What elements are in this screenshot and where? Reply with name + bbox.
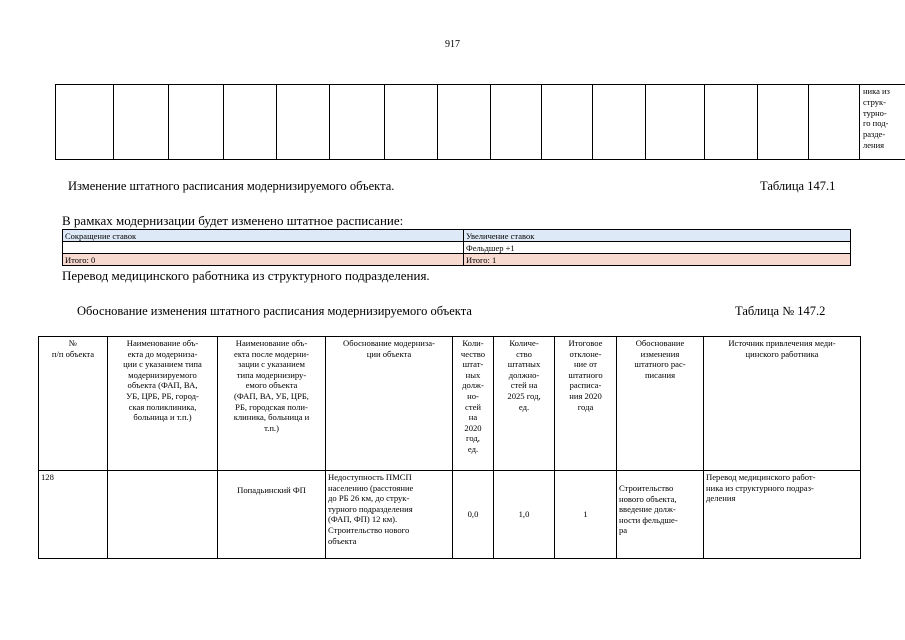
header-staff-2025 bbox=[494, 337, 555, 471]
page-number: 917 bbox=[445, 39, 460, 50]
header-deviation bbox=[555, 337, 617, 471]
cell-line: ции объекта bbox=[366, 348, 412, 359]
cell-line: Строительство bbox=[619, 483, 674, 493]
empty-cell bbox=[169, 85, 224, 160]
cell-line: ед. bbox=[467, 443, 479, 454]
cell-line: ра bbox=[619, 525, 628, 536]
cell-line: ство bbox=[516, 348, 532, 359]
cell-line: года bbox=[577, 401, 594, 412]
cell-line: штатного bbox=[568, 369, 603, 380]
cell-line: расписа- bbox=[569, 380, 602, 391]
row-after: Попадьинский ФП bbox=[218, 471, 326, 559]
empty-cell bbox=[542, 85, 593, 160]
cell-line: № bbox=[68, 338, 78, 348]
cell-line: чество bbox=[460, 348, 486, 359]
cell-line: объекта bbox=[328, 535, 357, 546]
header-staff-2020 bbox=[453, 337, 494, 471]
cell-line: цинского работника bbox=[745, 348, 819, 359]
cell-line: введение долж- bbox=[619, 504, 676, 515]
reduction-item bbox=[63, 242, 464, 254]
cell-line: отклоне- bbox=[569, 348, 602, 359]
reduction-header: Сокращение ставок bbox=[63, 230, 464, 242]
header-justification bbox=[326, 337, 453, 471]
empty-cell bbox=[438, 85, 491, 160]
cell-line: разде- bbox=[863, 129, 886, 140]
row-staff-2020: 0,0 bbox=[453, 471, 494, 559]
cell-line: стей на bbox=[510, 380, 538, 391]
header-before bbox=[108, 337, 218, 471]
justification-table bbox=[38, 336, 861, 559]
cell-line: УБ, ЦРБ, РБ, город- bbox=[126, 390, 199, 401]
cell-line: РБ, городская поли- bbox=[235, 401, 308, 412]
cell-line: штатного рас- bbox=[634, 359, 686, 370]
cell-line: ции с указанием типа bbox=[123, 359, 202, 370]
table-number-1: Таблица 147.1 bbox=[760, 179, 836, 193]
row-justification bbox=[326, 471, 453, 559]
cell-line: населению (расстояние bbox=[328, 482, 414, 493]
header-source bbox=[704, 337, 861, 471]
empty-cell bbox=[224, 85, 277, 160]
cell-line: клиника, больница и bbox=[233, 412, 310, 423]
cell-line: на bbox=[468, 412, 478, 423]
empty-cell bbox=[758, 85, 809, 160]
empty-cell bbox=[277, 85, 330, 160]
cell-line: ления bbox=[863, 139, 885, 150]
cell-line: турно- bbox=[863, 107, 887, 118]
table-caption-2: Обоснование изменения штатного расписания модернизируемого объекта bbox=[77, 304, 472, 318]
cell-line: нового объекта, bbox=[619, 493, 677, 504]
cell-line: Наименование объ- bbox=[126, 338, 199, 348]
staff-change-table bbox=[62, 229, 851, 266]
table-caption-1: Изменение штатного расписания модернизируемого объекта. bbox=[68, 179, 395, 193]
cell-line: год, bbox=[466, 433, 480, 444]
cell-line: штат- bbox=[462, 359, 484, 370]
empty-cell bbox=[593, 85, 646, 160]
cell-line: писания bbox=[644, 369, 676, 380]
cell-line: ности фельдше- bbox=[619, 514, 678, 525]
cell-line: Обоснование модерниза- bbox=[343, 338, 435, 348]
empty-cell bbox=[385, 85, 438, 160]
header-after bbox=[218, 337, 326, 471]
row-staff-2025: 1,0 bbox=[494, 471, 555, 559]
empty-cell bbox=[330, 85, 385, 160]
cell-line: Источник привлечения меди- bbox=[728, 338, 836, 348]
row-source bbox=[704, 471, 861, 559]
cell-line: (ФАП, ВА, УБ, ЦРБ, bbox=[234, 390, 309, 401]
increase-header: Увеличение ставок bbox=[464, 230, 851, 242]
increase-item: Фельдшер +1 bbox=[464, 242, 851, 254]
cell-line: но- bbox=[467, 390, 479, 401]
cell-line: до РБ 26 км, до струк- bbox=[328, 493, 410, 504]
cell-line: деления bbox=[706, 493, 736, 504]
transfer-note: Перевод медицинского работника из структурного подразделения. bbox=[62, 268, 430, 283]
cell-line: екта до модерниза- bbox=[127, 348, 198, 359]
continuation-table bbox=[55, 84, 905, 160]
cell-line: Строительство нового bbox=[328, 524, 410, 535]
cell-line: зации с указанием bbox=[238, 359, 305, 370]
empty-cell bbox=[646, 85, 705, 160]
cell-line: больница и т.п.) bbox=[133, 412, 192, 423]
cell-line: струк- bbox=[863, 96, 886, 107]
cell-line: объекта (ФАП, ВА, bbox=[127, 380, 198, 391]
cell-line: Количе- bbox=[509, 338, 539, 348]
cell-line: емого объекта bbox=[245, 380, 298, 391]
cell-line: т.п.) bbox=[264, 422, 279, 433]
cell-line: ние от bbox=[573, 359, 598, 370]
modernization-intro: В рамках модернизации будет изменено штатное расписание: bbox=[62, 213, 404, 228]
empty-cell bbox=[114, 85, 169, 160]
reduction-total: Итого: 0 bbox=[63, 254, 464, 266]
cell-line: изменения bbox=[640, 348, 680, 359]
row-deviation: 1 bbox=[555, 471, 617, 559]
empty-cell bbox=[491, 85, 542, 160]
cell-line: ская поликлиника, bbox=[128, 401, 197, 412]
cell-line: долж- bbox=[462, 380, 484, 391]
cell-line: п/п объекта bbox=[51, 348, 95, 359]
cell-line: Коли- bbox=[462, 338, 484, 348]
cell-line: должно- bbox=[508, 369, 540, 380]
cell-line: типа модернизиру- bbox=[236, 369, 307, 380]
cell-line: 2020 bbox=[464, 422, 482, 433]
cell-line: стей bbox=[465, 401, 481, 412]
cell-line: ных bbox=[465, 369, 481, 380]
cell-line: ника из bbox=[863, 86, 890, 96]
empty-cell bbox=[809, 85, 860, 160]
increase-total: Итого: 1 bbox=[464, 254, 851, 266]
table-number-2: Таблица № 147.2 bbox=[735, 304, 826, 318]
cell-line: Недоступность ПМСП bbox=[328, 472, 412, 482]
empty-cell bbox=[56, 85, 114, 160]
cell-line: (ФАП, ФП) 12 км). bbox=[328, 514, 398, 525]
cell-line: ния 2020 bbox=[569, 390, 602, 401]
row-change-reason bbox=[617, 471, 704, 559]
cell-line: го под- bbox=[863, 118, 889, 129]
cell-line: ника из структурного подраз- bbox=[706, 482, 814, 493]
row-before bbox=[108, 471, 218, 559]
empty-cell bbox=[705, 85, 758, 160]
cell-line: модернизируемого bbox=[128, 369, 197, 380]
row-num: 128 bbox=[39, 471, 108, 559]
cell-line: Обоснование bbox=[635, 338, 685, 348]
header-change-reason bbox=[617, 337, 704, 471]
cell-line: екта после модерни- bbox=[234, 348, 309, 359]
tail-cell bbox=[860, 85, 905, 160]
cell-line: Итоговое bbox=[568, 338, 603, 348]
cell-line: ед. bbox=[518, 401, 530, 412]
cell-line: 2025 год, bbox=[507, 390, 541, 401]
cell-line: штатных bbox=[507, 359, 541, 370]
cell-line: Наименование объ- bbox=[235, 338, 308, 348]
cell-line: Перевод медицинского работ- bbox=[706, 472, 816, 482]
header-num bbox=[39, 337, 108, 471]
cell-line: турного подразделения bbox=[328, 503, 413, 514]
